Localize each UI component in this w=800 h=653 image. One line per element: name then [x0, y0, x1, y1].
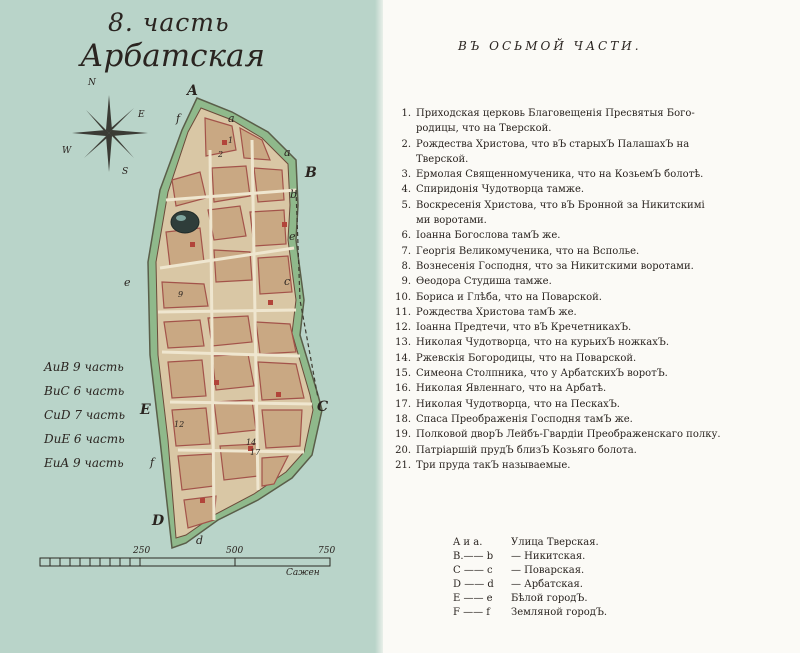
item-text: Рождества Христова, что вЪ старыхЪ ПалашахЪ на — [416, 138, 690, 150]
list-item — [393, 443, 721, 458]
legend-name: — Арбатская. — [511, 579, 583, 590]
legend-name: — Поварская. — [511, 565, 585, 576]
index-list — [393, 106, 721, 473]
item-text: Николая Чудотворца, что на ПескахЪ. — [416, 398, 620, 410]
compass-n-label: N — [88, 78, 96, 88]
item-number: 9. — [401, 276, 411, 288]
list-item — [393, 228, 721, 243]
adjacent-part-ea: EиA 9 часть — [44, 456, 124, 470]
list-item — [393, 244, 721, 259]
item-number: 16. — [395, 383, 411, 395]
item-number: 2. — [401, 138, 411, 150]
map-plate — [0, 0, 383, 653]
text-page — [383, 0, 800, 653]
item-number: 6. — [401, 230, 411, 242]
item-text: Георгія Великомученика, что на Всполье. — [416, 245, 640, 257]
item-text: Патріаршій прудЪ близЪ Козьяго болота. — [416, 444, 637, 456]
map-letter-c: C — [317, 399, 329, 415]
item-text-cont: Тверской. — [416, 153, 469, 165]
item-number: 20. — [395, 444, 411, 456]
item-text: Бориса и Глѣба, что на Поварской. — [416, 291, 602, 303]
item-number: 14. — [395, 352, 411, 364]
scale-tick-500: 500 — [226, 546, 244, 556]
item-text: Вознесенія Господня, что за Никитскими воротами. — [416, 260, 694, 272]
list-item — [393, 182, 721, 197]
list-item — [393, 259, 721, 274]
item-text: Воскресенія Христова, что вЪ Бронной за Никитскимі — [416, 199, 705, 211]
item-text: Рождества Христова тамЪ же. — [416, 306, 577, 318]
item-text: Іоанна Богослова тамЪ же. — [416, 230, 561, 242]
map-side-a2: a — [284, 146, 291, 159]
item-number: 11. — [395, 306, 411, 318]
map-side-e2: e — [124, 276, 131, 289]
item-number: 8. — [401, 260, 411, 272]
item-number: 21. — [395, 459, 411, 471]
page-heading: ВЪ ОСЬМОЙ ЧАСТИ. — [458, 39, 642, 53]
item-number: 1. — [401, 108, 411, 119]
item-text-cont: родицы, что на Тверской. — [416, 123, 552, 135]
map-block-number: 1 — [228, 136, 234, 145]
adjacent-part-cd: CиD 7 часть — [44, 408, 126, 422]
legend-key: C —— c — [453, 565, 493, 576]
legend-key: A и a. — [453, 537, 483, 548]
list-item — [393, 381, 721, 396]
item-number: 12. — [395, 322, 411, 334]
item-number: 4. — [401, 184, 411, 196]
scale-tick-750: 750 — [318, 546, 336, 556]
map-side-f2: f — [150, 456, 155, 469]
list-item — [393, 274, 721, 289]
legend-key: F —— f — [453, 607, 490, 618]
map-side-b: b — [290, 188, 298, 201]
item-text: Приходская церковь Благовещенія Пресвятыя Бого- — [416, 108, 695, 119]
legend-key: E —— e — [453, 593, 493, 604]
item-text: Спаса Преображенія Господня тамЪ же. — [416, 413, 633, 425]
map-letter-e: E — [140, 402, 151, 418]
list-item — [393, 290, 721, 305]
legend-key: D —— d — [453, 579, 494, 590]
adjacent-part-de: DиE 6 часть — [44, 432, 125, 446]
item-text: Николая Явленнаго, что на Арбатѣ. — [416, 383, 607, 395]
map-block-number: 14 — [246, 438, 257, 447]
item-number: 19. — [395, 429, 411, 441]
map-side-a1: a — [228, 112, 235, 125]
map-side-e1: e — [289, 230, 296, 243]
item-text: Спиридонія Чудотворца тамже. — [416, 184, 585, 196]
item-number: 13. — [395, 337, 411, 349]
map-block-number: 12 — [174, 420, 185, 429]
map-title-name: Арбатская — [80, 38, 266, 74]
item-text: Полковой дворЪ Лейбъ-Гвардіи Преображенскаго полку. — [416, 429, 721, 441]
list-item — [393, 198, 721, 229]
item-number: 10. — [395, 291, 411, 303]
item-number: 5. — [401, 199, 411, 211]
item-text: Ермолая Священномученика, что на КозьемЪ болотѣ. — [416, 169, 704, 181]
legend-name: Земляной городЪ. — [511, 607, 608, 618]
item-text: Ржевскія Богородицы, что на Поварской. — [416, 352, 637, 364]
list-item — [393, 137, 721, 168]
list-item — [393, 397, 721, 412]
map-letter-a: A — [187, 83, 198, 99]
scale-tick-250: 250 — [133, 546, 151, 556]
scale-unit: Сажен — [286, 568, 320, 578]
item-number: 17. — [395, 398, 411, 410]
map-block-number: 2 — [218, 150, 224, 159]
map-side-c: c — [284, 275, 291, 288]
item-number: 3. — [401, 169, 411, 181]
item-text: Іоанна Предтечи, что вЪ КречетникахЪ. — [416, 322, 632, 334]
item-number: 18. — [395, 413, 411, 425]
list-item — [393, 458, 721, 473]
list-item — [393, 427, 721, 442]
legend-name: — Никитская. — [511, 551, 586, 562]
list-item — [393, 320, 721, 335]
map-title-number: 8. часть — [108, 8, 230, 37]
map-block-number: 9 — [178, 290, 184, 299]
item-number: 15. — [395, 368, 411, 380]
adjacent-part-ab: AиB 9 часть — [44, 360, 124, 374]
item-text-cont: ми воротами. — [416, 215, 487, 227]
item-text: Три пруда такЪ называемые. — [416, 459, 571, 471]
list-item — [393, 366, 721, 381]
list-item — [393, 106, 721, 137]
list-item — [393, 351, 721, 366]
legend-key: B.—— b — [453, 551, 494, 562]
item-text: Ѳеодора Студиша тамже. — [416, 276, 552, 288]
map-letter-d: D — [152, 513, 165, 529]
list-item — [393, 167, 721, 182]
list-item — [393, 305, 721, 320]
item-text: Николая Чудотворца, что на курьихЪ ножкахЪ. — [416, 337, 669, 349]
map-side-f1: f — [176, 112, 181, 125]
adjacent-part-bc: BиC 6 часть — [44, 384, 125, 398]
legend-name: Бѣлой городЪ. — [511, 593, 588, 604]
map-letter-b: B — [305, 165, 317, 181]
list-item — [393, 412, 721, 427]
list-item — [393, 335, 721, 350]
map-block-number: 17 — [250, 448, 261, 457]
item-text: Симеона Столпника, что у АрбатскихЪ воротЪ. — [416, 368, 668, 380]
legend-name: Улица Тверская. — [511, 537, 599, 548]
compass-e-label: E — [138, 110, 145, 120]
item-number: 7. — [401, 245, 411, 257]
compass-w-label: W — [62, 146, 72, 156]
compass-s-label: S — [122, 167, 129, 177]
map-side-d: d — [196, 534, 204, 547]
